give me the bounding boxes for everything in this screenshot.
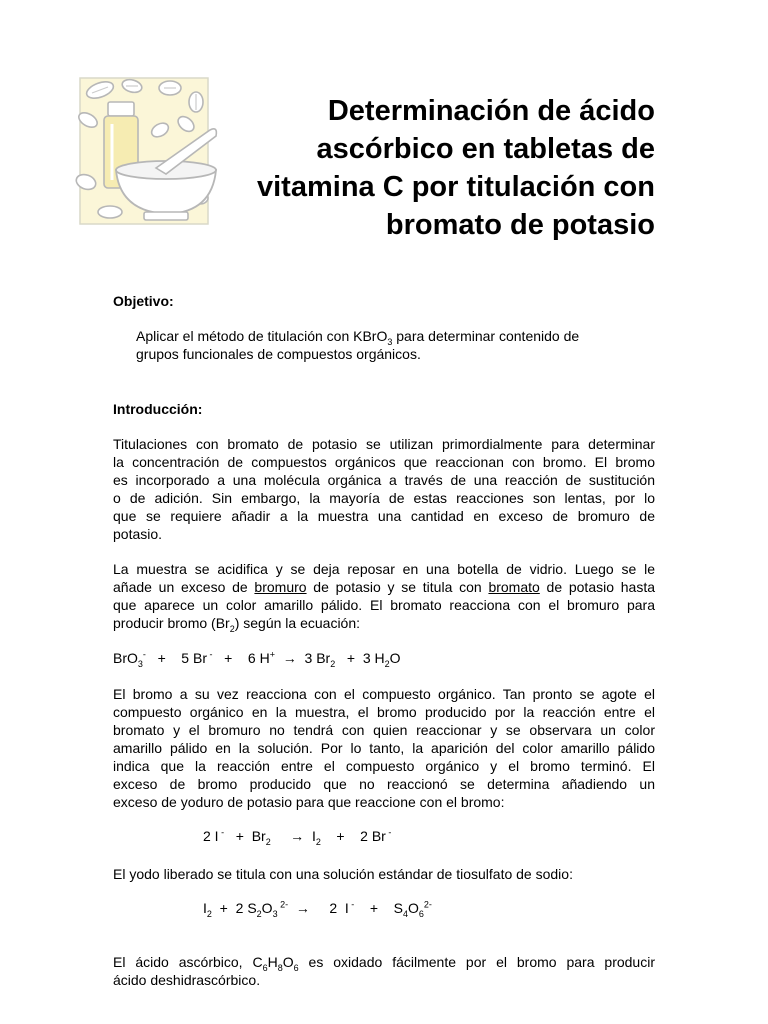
text-line: El ácido ascórbico, $C_6H_8O_6$ es oxidado fácilmente por el bromo para producir <box>113 954 655 973</box>
objetivo-heading: Objetivo: <box>113 293 174 309</box>
document-title <box>195 92 655 244</box>
title-line: ascórbico en tabletas de <box>316 133 655 165</box>
text-line: ácido deshidrascórbico. <box>113 972 261 988</box>
text-line: exceso de yoduro de potasio para que reaccione con el bromo: <box>113 794 505 810</box>
text-line: la concentración de compuestos orgánicos que reaccionan con bromo. El bromo <box>113 454 655 470</box>
text-line: Aplicar el método de titulación con KBrO$_3$ para determinar contenido de <box>136 328 580 347</box>
text-line: o de adición. Sin embargo, la mayoría de estas reacciones son lentas, por lo <box>113 490 655 506</box>
intro-paragraph-3 <box>113 685 655 811</box>
underlined-word: bromuro <box>254 579 307 595</box>
text-line: potasio. <box>113 526 163 542</box>
text-line: grupos funcionales de compuestos orgánicos. <box>136 346 421 362</box>
text-line: bromato y el bromuro no tendrá con quien reaccionar y se observara un color <box>113 722 655 738</box>
text-line: compuesto orgánico en la muestra, el bromo producido por la reacción entre el <box>113 704 655 720</box>
text-line: añade un exceso de bromuro de potasio y se titula con bromato de potasio hasta <box>113 579 655 595</box>
text-line: exceso de bromo producido que no reaccionó se determina añadiendo un <box>113 776 655 792</box>
text-line: que se requiere añadir a la muestra una cantidad en exceso de bromuro de <box>113 508 655 524</box>
intro-paragraph-2 <box>113 560 655 632</box>
title-line: Determinación de ácido <box>327 95 655 127</box>
introduccion-heading: Introducción: <box>113 401 203 417</box>
title-line: bromato de potasio <box>385 209 655 241</box>
intro-paragraph-4: El yodo liberado se titula con una solución estándar de tiosulfato de sodio: <box>113 866 573 882</box>
text-line: El bromo a su vez reacciona con el compuesto orgánico. Tan pronto se agote el <box>113 686 655 702</box>
equation-iodide-bromine: 2 I $^- + Br_2$ → $I_2$ + 2 Br - <box>203 827 392 847</box>
text-line: indica que la reacción entre el compuesto orgánico y el bromo terminó. El <box>113 758 655 774</box>
title-line: vitamina C por titulación con <box>257 171 655 203</box>
equation-iodine-thiosulfate: $I_2 + 2$ $S_2O_3$ $^{2-}$ → 2 I - + $S_4O_6^{2-}$ <box>203 899 432 919</box>
text-line: Titulaciones con bromato de potasio se utilizan primordialmente para determinar <box>113 436 655 452</box>
text-line: es incorporado a una molécula orgánica a través de una reacción de sustitución <box>113 472 655 488</box>
text-line: que aparece un color amarillo pálido. El bromato reacciona con el bromuro para <box>113 597 655 613</box>
text-line: producir bromo $(Br_2)$ según la ecuación: <box>113 615 361 634</box>
objetivo-text <box>136 327 636 363</box>
equation-bromate-bromide: BrO$_3$- + 5 Br - + 6 H+ → 3 $Br_2 + 3$ $H_2O$ <box>113 649 401 669</box>
text-line: amarillo pálido en la solución. Por lo tanto, la aparición del color amarillo pálido <box>113 740 655 756</box>
underlined-word: bromato <box>488 579 540 595</box>
intro-paragraph-1 <box>113 435 655 543</box>
text-line: La muestra se acidifica y se deja reposar en una botella de vidrio. Luego se le <box>113 561 655 577</box>
intro-paragraph-5 <box>113 953 655 989</box>
